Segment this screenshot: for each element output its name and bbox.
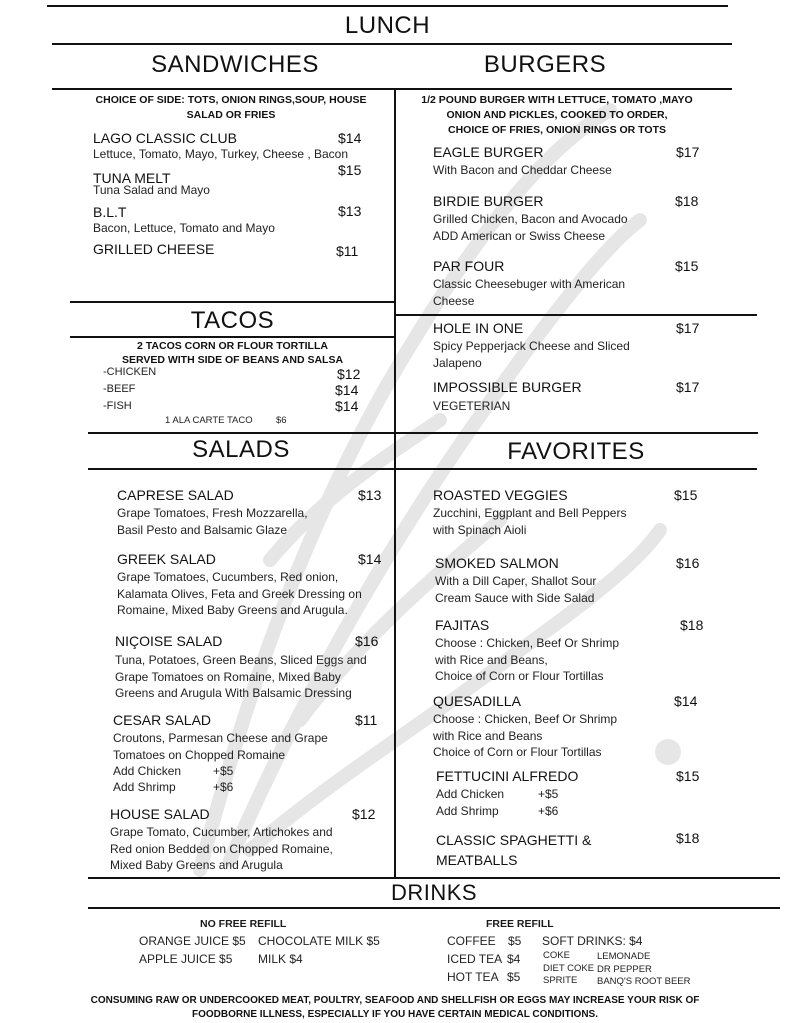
menu-item-desc: Classic Cheesebuger with American Cheese — [433, 277, 626, 308]
menu-item-name: TUNA MELT — [93, 170, 171, 186]
menu-item-price: $18 — [680, 617, 704, 633]
menu-item-desc: VEGETERIAN — [433, 399, 511, 413]
menu-item-name: CAPRESE SALAD — [117, 487, 234, 503]
menu-item-price: $15 — [338, 162, 362, 178]
menu-item-name: GREEK SALAD — [117, 551, 216, 567]
add-on-price: +$6 — [538, 804, 559, 818]
menu-item-name: B.L.T — [93, 204, 127, 220]
menu-item-name: QUESADILLA — [433, 693, 521, 709]
menu-item-price: $14 — [358, 551, 382, 567]
tacos-note: 2 TACOS CORN OR FLOUR TORTILLA SERVED WITH SIDE OF BEANS AND SALSA — [121, 340, 344, 366]
add-on-label: Add Chicken — [113, 764, 182, 778]
add-on-label: Add Shrimp — [113, 780, 176, 794]
menu-item-desc: Grape Tomato, Cucumber, Artichokes and Red onion Bedded on Chopped Romaine, Mixed Baby Greens and Arugula — [110, 825, 333, 872]
menu-item-price: $18 — [676, 830, 700, 846]
menu-item-name: FETTUCINI ALFREDO — [436, 768, 579, 784]
menu-item-price: $13 — [358, 487, 382, 503]
add-on-label: Add Chicken — [436, 787, 505, 801]
alacarte-label: 1 ALA CARTE TACO — [165, 415, 253, 426]
drink-item: ICED TEA — [447, 952, 503, 966]
menu-item-name: NIÇOISE SALAD — [115, 633, 223, 649]
menu-item-price: $17 — [676, 379, 700, 395]
menu-item-price: $11 — [336, 243, 359, 259]
menu-item-desc: Lettuce, Tomato, Mayo, Turkey, Cheese , Bacon — [93, 147, 349, 161]
taco-option: -BEEF — [103, 383, 136, 395]
menu-item-desc: Choose : Chicken, Beef Or Shrimp with Rice and Beans, Choice of Corn or Flour Tortillas — [435, 636, 620, 683]
menu-item-name: GRILLED CHEESE — [93, 241, 215, 257]
favorites-title: FAVORITES — [507, 438, 645, 465]
drink-item: CHOCOLATE MILK $5 — [258, 934, 380, 948]
menu-item-desc: Zucchini, Eggplant and Bell Peppers with Spinach Aioli — [433, 506, 627, 537]
tacos-title: TACOS — [190, 307, 275, 334]
soft-drinks-label: SOFT DRINKS: $4 — [542, 934, 643, 948]
sandwiches-note: CHOICE OF SIDE: TOTS, ONION RINGS,SOUP, HOUSE SALAD OR FRIES — [95, 94, 367, 121]
menu-item-name: IMPOSSIBLE BURGER — [433, 379, 582, 395]
menu-item-price: $14 — [338, 130, 362, 146]
disclaimer: CONSUMING RAW OR UNDERCOOKED MEAT, POULTRY, SEAFOOD AND SHELLFISH OR EGGS MAY INCREASE YOUR RISK OF FOODBORNE ILLNESS, ESPECIALLY IF YOU HAVE CERTAIN MEDICAL CONDITIONS. — [90, 995, 700, 1020]
drink-price: $5 — [508, 934, 522, 948]
menu-item-price: $16 — [355, 633, 379, 649]
drink-item: COFFEE — [447, 934, 496, 948]
menu-item-name: CLASSIC SPAGHETTI & MEATBALLS — [436, 832, 592, 868]
menu-item-desc: Tuna Salad and Mayo — [93, 183, 210, 197]
drink-item: ORANGE JUICE $5 — [139, 934, 246, 948]
menu-item-name: PAR FOUR — [433, 258, 505, 274]
menu-item-price: $12 — [352, 806, 376, 822]
page-title: LUNCH — [344, 12, 431, 39]
menu-item-desc: Grape Tomatoes, Fresh Mozzarella, Basil Pesto and Balsamic Glaze — [117, 506, 308, 537]
salads-title: SALADS — [192, 436, 290, 463]
menu-item-price: $17 — [676, 144, 700, 160]
menu-item-desc: Bacon, Lettuce, Tomato and Mayo — [93, 221, 275, 235]
add-on-price: +$5 — [213, 764, 234, 778]
menu-item-price: $15 — [674, 487, 698, 503]
menu-item-price: $16 — [676, 555, 700, 571]
soda-list: COKE DIET COKE SPRITE — [543, 950, 595, 986]
menu-item-desc: Croutons, Parmesan Cheese and Grape Tomatoes on Chopped Romaine — [113, 731, 328, 762]
menu-item-desc: With a Dill Caper, Shallot Sour Cream Sauce with Side Salad — [435, 574, 597, 605]
menu-item-desc: Grape Tomatoes, Cucumbers, Red onion, Kalamata Olives, Feta and Greek Dressing on Romaine, Mixed Baby Greens and Arugula. — [117, 570, 362, 617]
menu-item-name: HOUSE SALAD — [110, 806, 210, 822]
add-on-label: Add Shrimp — [436, 804, 499, 818]
menu-item-desc: Grilled Chicken, Bacon and Avocado ADD American or Swiss Cheese — [433, 212, 628, 243]
drink-item: APPLE JUICE $5 — [139, 952, 233, 966]
menu-item-name: EAGLE BURGER — [433, 144, 544, 160]
menu-item-name: ROASTED VEGGIES — [433, 487, 568, 503]
drink-item: MILK $4 — [258, 952, 303, 966]
menu-item-price: $11 — [355, 712, 378, 728]
menu-item-desc: Choose : Chicken, Beef Or Shrimp with Rice and Beans Choice of Corn or Flour Tortillas — [433, 712, 618, 759]
menu-item-price: $18 — [675, 193, 699, 209]
drink-price: $4 — [507, 952, 521, 966]
menu-item-name: FAJITAS — [435, 617, 490, 633]
menu-item-price: $15 — [676, 768, 700, 784]
add-on-price: +$5 — [538, 787, 559, 801]
menu-item-price: $15 — [675, 258, 699, 274]
add-on-price: +$6 — [213, 780, 234, 794]
menu-item-name: BIRDIE BURGER — [433, 193, 544, 209]
menu-item-name: HOLE IN ONE — [433, 320, 524, 336]
menu-item-price: $13 — [338, 203, 362, 219]
burgers-note: 1/2 POUND BURGER WITH LETTUCE, TOMATO ,MAYO ONION AND PICKLES, COOKED TO ORDER, CHOICE OF FRIES, ONION RINGS OR TOTS — [421, 94, 693, 136]
free-refill-heading: FREE REFILL — [486, 918, 554, 930]
menu-item-price: $17 — [676, 320, 700, 336]
menu-item-price: $14 — [674, 693, 698, 709]
menu-item-name: LAGO CLASSIC CLUB — [93, 130, 237, 146]
menu-item-desc: Spicy Pepperjack Cheese and Sliced Jalapeno — [433, 339, 630, 370]
soda-list: LEMONADE DR PEPPER BANQ'S ROOT BEER — [597, 951, 691, 987]
no-free-refill-heading: NO FREE REFILL — [200, 918, 287, 930]
burgers-title: BURGERS — [483, 51, 607, 78]
alacarte-price: $6 — [276, 415, 287, 426]
menu-item-desc: Tuna, Potatoes, Green Beans, Sliced Eggs and Grape Tomatoes on Romaine, Mixed Baby Greens and Arugula With Balsamic Dressing — [115, 653, 367, 700]
sandwiches-title: SANDWICHES — [151, 51, 319, 78]
taco-option: -FISH — [103, 400, 132, 412]
drink-item: HOT TEA — [447, 970, 499, 984]
taco-price: $14 — [335, 382, 359, 398]
drinks-title: DRINKS — [390, 880, 478, 905]
taco-price: $12 — [337, 366, 361, 382]
menu-item-desc: With Bacon and Cheddar Cheese — [433, 163, 612, 177]
menu-item-name: CESAR SALAD — [113, 712, 212, 728]
taco-price: $14 — [335, 398, 359, 414]
menu-item-name: SMOKED SALMON — [435, 555, 559, 571]
drink-price: $5 — [507, 970, 521, 984]
taco-option: -CHICKEN — [103, 366, 157, 378]
